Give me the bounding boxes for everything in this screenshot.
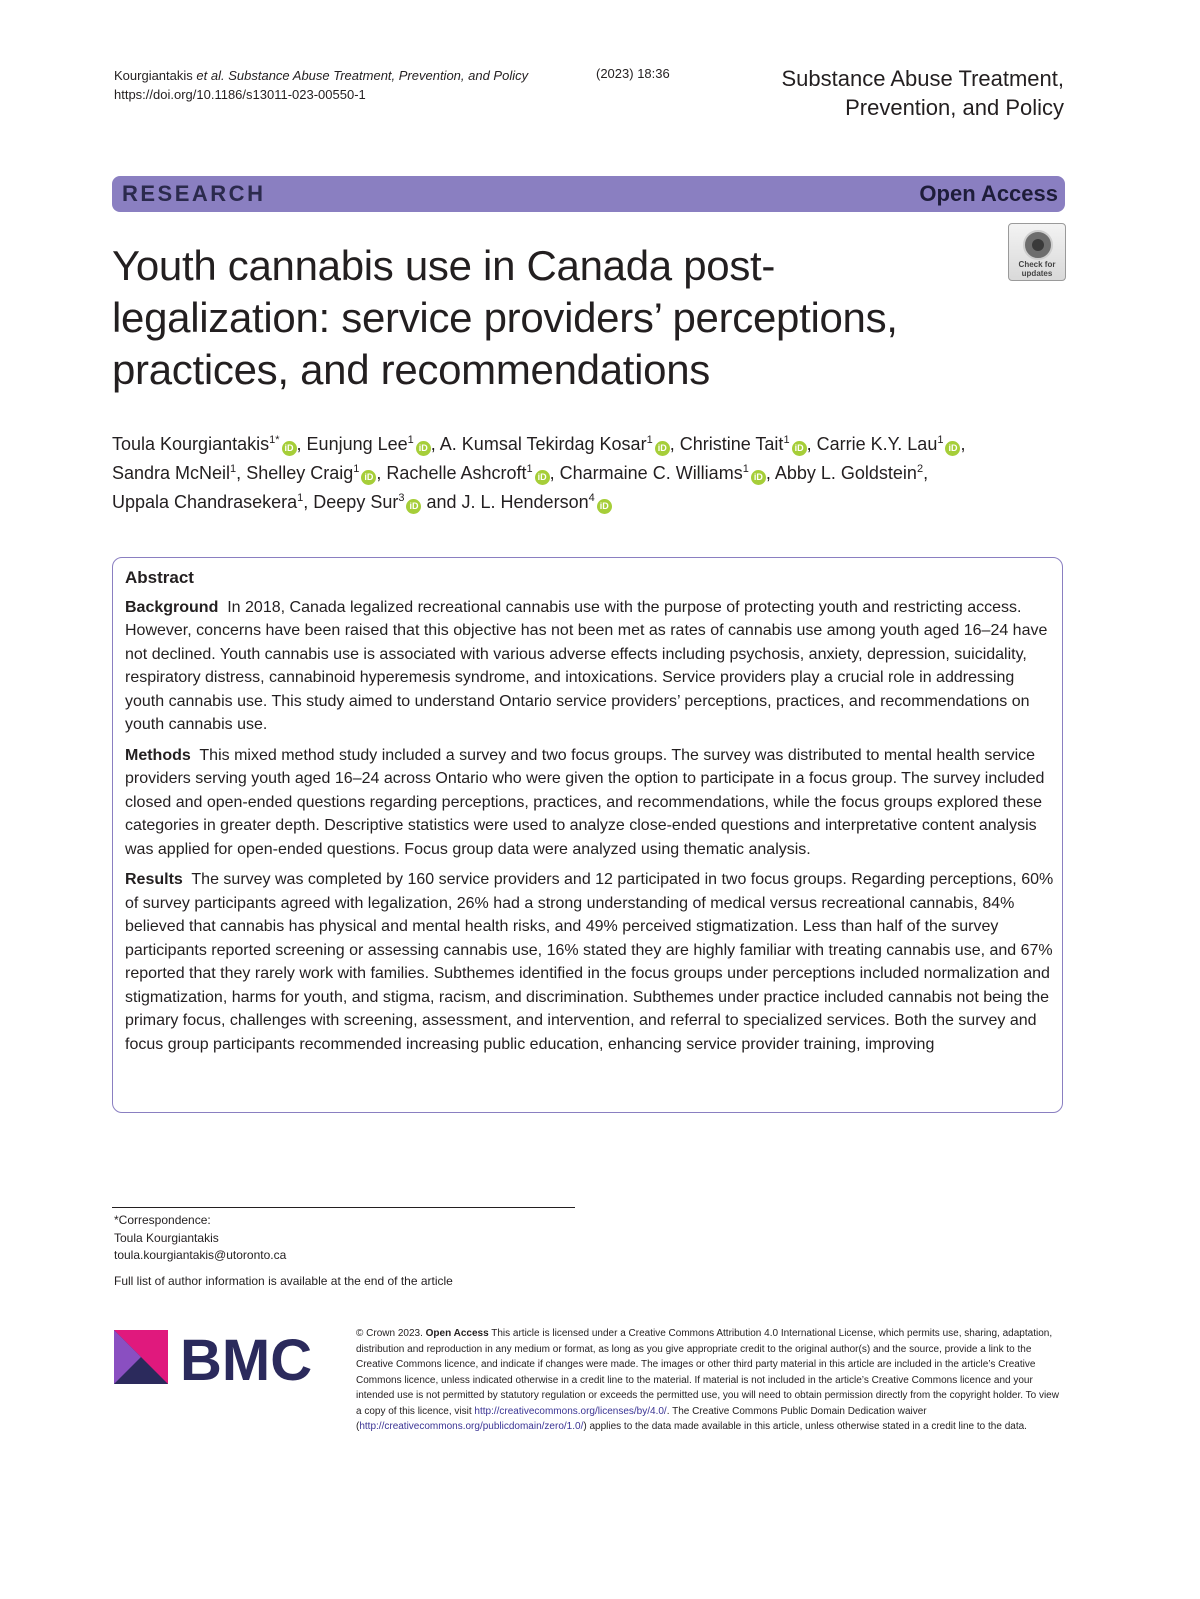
- author-name[interactable]: Shelley Craig: [246, 463, 354, 483]
- author-separator: ,: [549, 463, 555, 483]
- author-entry: [246, 463, 381, 483]
- author-name[interactable]: Deepy Sur: [313, 492, 399, 512]
- author-separator: ,: [923, 463, 929, 483]
- author-affiliation-sup: 1: [742, 463, 749, 475]
- abstract-heading: Abstract: [125, 568, 194, 587]
- license-link-cc0[interactable]: http://creativecommons.org/publicdomain/zero/1.0/: [359, 1421, 584, 1432]
- orcid-icon[interactable]: iD: [751, 470, 766, 485]
- author-entry: [112, 463, 241, 483]
- author-separator: ,: [765, 463, 771, 483]
- article-title: Youth cannabis use in Canada post-legalization: service providers’ perceptions, practices, and recommendations: [112, 242, 898, 393]
- author-affiliation-sup: 3: [398, 492, 405, 504]
- license-link-cc-by[interactable]: http://creativecommons.org/licenses/by/4.0/: [474, 1405, 667, 1417]
- license-text-2: . The Creative Commons Public Domain Dedication waiver (: [356, 1405, 927, 1432]
- author-affiliation-sup: 4: [588, 492, 595, 504]
- author-entry: [462, 492, 612, 512]
- author-name[interactable]: Uppala Chandrasekera: [112, 492, 298, 512]
- abstract-section-text: This mixed method study included a survey and two focus groups. The survey was distributed to mental health service providers serving youth aged 16–24 across Ontario who were given the option to participate in a focus group. The survey included closed and open-ended questions regarding perceptions, practices, and recommendations, while the focus groups explored these categories in greater depth. Descriptive statistics were used to analyze close-ended questions and interpretative content analysis was applied for open-ended questions. Focus group data were analyzed using thematic analysis.: [125, 746, 1045, 858]
- bmc-logo-text: BMC: [180, 1328, 313, 1388]
- author-entry: [112, 434, 302, 454]
- journal-name-line1: Substance Abuse Treatment,: [781, 66, 1064, 91]
- author-separator: ,: [430, 434, 436, 454]
- author-name[interactable]: Toula Kourgiantakis: [112, 434, 270, 454]
- author-separator: ,: [376, 463, 382, 483]
- author-affiliation-sup: 1: [230, 463, 237, 475]
- author-affiliation-sup: 1: [407, 434, 414, 446]
- correspondence-email[interactable]: toula.kourgiantakis@utoronto.ca: [114, 1248, 287, 1262]
- orcid-icon[interactable]: iD: [792, 441, 807, 456]
- author-entry: [386, 463, 554, 483]
- crossmark-icon[interactable]: [1008, 223, 1066, 281]
- citation-etal: et al.: [196, 68, 225, 83]
- abstract-section-label: Methods: [125, 746, 191, 764]
- author-affiliation-sup: 2: [916, 463, 924, 475]
- author-affiliation-sup: 1: [646, 434, 653, 446]
- abstract-section-label: Background: [125, 598, 219, 616]
- crossmark-ring: [1023, 230, 1053, 260]
- running-header: [114, 66, 528, 104]
- author-name[interactable]: Sandra McNeil: [112, 463, 231, 483]
- bmc-logo: [112, 1326, 332, 1388]
- orcid-icon[interactable]: iD: [361, 470, 376, 485]
- license-statement: [356, 1326, 1064, 1435]
- author-entry: [307, 434, 436, 454]
- author-name[interactable]: Rachelle Ashcroft: [386, 463, 527, 483]
- author-name[interactable]: Charmaine C. Williams: [559, 463, 743, 483]
- article-type-label: RESEARCH: [122, 181, 266, 206]
- license-text-3: ) applies to the data made available in this article, unless otherwise stated in a credit line to the data.: [583, 1421, 1027, 1432]
- abstract-section-text: In 2018, Canada legalized recreational cannabis use with the purpose of protecting youth and restricting access. However, concerns have been raised that this objective has not been met as rates of cannabis use among youth aged 16–24 have not declined. Youth cannabis use is associated with various adverse effects including psychosis, anxiety, depression, suicidality, respiratory distress, cannabinoid hyperemesis syndrome, and intoxications. Service providers play a crucial role in addressing youth cannabis use. This study aimed to understand Ontario service providers’ perceptions, practices, and recommendations on youth cannabis use.: [125, 598, 1048, 733]
- author-affiliation-sup: 1: [937, 434, 944, 446]
- author-separator: ,: [960, 434, 966, 454]
- orcid-icon[interactable]: iD: [655, 441, 670, 456]
- author-name[interactable]: Carrie K.Y. Lau: [816, 434, 938, 454]
- abstract-section-label: Results: [125, 871, 183, 888]
- citation-authors: Kourgiantakis: [114, 68, 193, 83]
- author-affiliation-sup: 1*: [269, 434, 280, 446]
- author-name[interactable]: J. L. Henderson: [461, 492, 589, 512]
- orcid-icon[interactable]: iD: [945, 441, 960, 456]
- author-entry: [560, 463, 771, 483]
- author-separator: ,: [236, 463, 242, 483]
- author-entry: [313, 492, 456, 512]
- author-entry: [680, 434, 812, 454]
- author-info-note: Full list of author information is available at the end of the article: [114, 1274, 453, 1288]
- author-affiliation-sup: 1: [353, 463, 360, 475]
- author-affiliation-sup: 1: [297, 492, 304, 504]
- crossmark-label: Check for updates: [1018, 260, 1056, 278]
- license-text-1: This article is licensed under a Creative Commons Attribution 4.0 International License, which permits use, sharing, adaptation, distribution and reproduction in any medium or format, as long as you give appropriate credit to the original author(s) and the source, provide a link to the Creative Commons licence, and indicate if changes were made. The images or other third party material in this article are included in the article’s Creative Commons licence, unless indicated otherwise in a credit line to the material. If material is not included in the article’s Creative Commons licence and your intended use is not permitted by statutory regulation or exceeds the permitted use, you will need to obtain permission directly from the copyright holder. To view a copy of this licence, visit: [356, 1328, 1059, 1417]
- citation-journal: Substance Abuse Treatment, Prevention, and Policy: [228, 68, 529, 83]
- doi-link[interactable]: https://doi.org/10.1186/s13011-023-00550-1: [114, 87, 366, 102]
- open-access-label: Open Access: [919, 181, 1058, 206]
- author-entry: [817, 434, 966, 454]
- author-affiliation-sup: 1: [783, 434, 790, 446]
- author-separator: and: [421, 492, 457, 512]
- correspondence-name: Toula Kourgiantakis: [114, 1230, 219, 1245]
- abstract-content: [125, 566, 1055, 1063]
- author-name[interactable]: Eunjung Lee: [306, 434, 408, 454]
- author-name[interactable]: Abby L. Goldstein: [774, 463, 917, 483]
- author-separator: ,: [296, 434, 302, 454]
- orcid-icon[interactable]: iD: [416, 441, 431, 456]
- author-name[interactable]: Christine Tait: [679, 434, 784, 454]
- footnote-divider: [112, 1207, 575, 1208]
- abstract-methods: [125, 744, 1055, 862]
- abstract-results: [125, 868, 1055, 1056]
- orcid-icon[interactable]: iD: [406, 499, 421, 514]
- author-list: [112, 430, 1012, 517]
- author-separator: ,: [806, 434, 812, 454]
- license-open-access: Open Access: [425, 1328, 489, 1339]
- author-entry: [775, 463, 928, 483]
- journal-name-line2: Prevention, and Policy: [845, 95, 1064, 120]
- correspondence-label: *Correspondence:: [114, 1213, 211, 1227]
- journal-name: [781, 64, 1064, 122]
- citation-year: (2023) 18:36: [596, 66, 670, 81]
- author-separator: ,: [669, 434, 675, 454]
- author-entry: [112, 492, 308, 512]
- correspondence-footnote: [114, 1212, 286, 1265]
- author-affiliation-sup: 1: [526, 463, 533, 475]
- author-separator: ,: [303, 492, 309, 512]
- orcid-icon[interactable]: iD: [535, 470, 550, 485]
- orcid-icon[interactable]: iD: [597, 499, 612, 514]
- author-entry: [440, 434, 675, 454]
- orcid-icon[interactable]: iD: [282, 441, 297, 456]
- license-crown: © Crown 2023.: [356, 1328, 423, 1339]
- author-name[interactable]: A. Kumsal Tekirdag Kosar: [439, 434, 647, 454]
- abstract-background: [125, 596, 1055, 737]
- abstract-section-text: The survey was completed by 160 service providers and 12 participated in two focus groups. Regarding perceptions, 60% of survey participants agreed with legalization, 26% had a strong understanding of medical versus recreational cannabis, 84% believed that cannabis has physical and mental health risks, and 49% perceived stigmatization. Less than half of the survey participants reported screening or assessing cannabis use, 16% stated they are highly familiar with treating cannabis use, and 67% reported that they rarely work with families. Subthemes identified in the focus groups under perceptions included normalization and stigmatization, harms for youth, and stigma, racism, and discrimination. Subthemes under practice included cannabis not being the primary focus, challenges with screening, assessment, and intervention, and referral to specialized services. Both the survey and focus group participants recommended increasing public education, enhancing service provider training, improving: [125, 871, 1054, 1053]
